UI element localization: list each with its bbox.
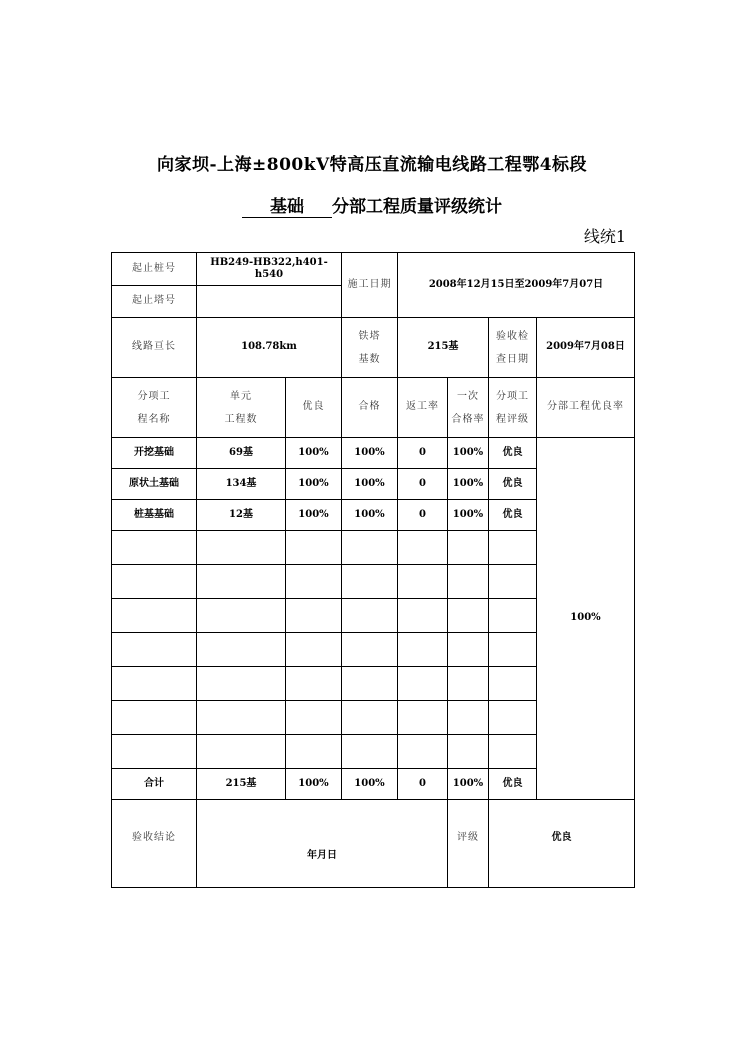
table-row xyxy=(112,438,635,469)
row-units: 12基 xyxy=(197,500,286,531)
row-name: 开挖基础 xyxy=(112,438,197,469)
total-qualified: 100% xyxy=(342,769,398,800)
info-row-pile xyxy=(112,253,635,286)
col-excellent: 优良 xyxy=(286,378,342,438)
acceptance-date-label-2: 查日期 xyxy=(496,353,529,365)
row-units: 69基 xyxy=(197,438,286,469)
row-first-pass: 100% xyxy=(448,469,489,500)
col-item-grade xyxy=(489,378,537,438)
row-units: 134基 xyxy=(197,469,286,500)
row-rework: 0 xyxy=(398,469,448,500)
acceptance-date-label-1: 验收检 xyxy=(496,330,529,342)
line-length-label: 线路亘长 xyxy=(112,318,197,378)
col-unit-count xyxy=(197,378,286,438)
row-excellent: 100% xyxy=(286,438,342,469)
row-qualified: 100% xyxy=(342,438,398,469)
start-pile-value: HB249-HB322,h401-h540 xyxy=(197,253,342,286)
row-first-pass: 100% xyxy=(448,438,489,469)
row-grade: 优良 xyxy=(489,469,537,500)
conclusion-label: 验收结论 xyxy=(112,800,197,888)
col-unit-count-2: 工程数 xyxy=(224,413,258,425)
info-row-length xyxy=(112,318,635,378)
tower-count-label-1: 铁塔 xyxy=(358,330,381,342)
col-qualified: 合格 xyxy=(342,378,398,438)
total-units: 215基 xyxy=(197,769,286,800)
col-first-pass xyxy=(448,378,489,438)
subtitle-rest: 分部工程质量评级统计 xyxy=(332,197,502,217)
rating-value: 优良 xyxy=(489,800,635,888)
row-grade: 优良 xyxy=(489,500,537,531)
row-rework: 0 xyxy=(398,500,448,531)
total-name: 合计 xyxy=(112,769,197,800)
row-qualified: 100% xyxy=(342,469,398,500)
col-unit-count-1: 单元 xyxy=(230,390,252,402)
col-item-name-2: 程名称 xyxy=(137,413,171,425)
construction-date-label: 施工日期 xyxy=(342,253,398,318)
conclusion-row xyxy=(112,800,635,888)
col-rework-rate: 返工率 xyxy=(398,378,448,438)
start-tower-value xyxy=(197,286,342,318)
col-item-name-1: 分项工 xyxy=(137,390,171,402)
start-pile-label: 起止桩号 xyxy=(112,253,197,286)
row-first-pass: 100% xyxy=(448,500,489,531)
construction-date-value: 2008年12月15日至2009年7月07日 xyxy=(398,253,635,318)
col-item-grade-2: 程评级 xyxy=(496,413,529,425)
row-name: 桩基基础 xyxy=(112,500,197,531)
subtitle-fill: 基础 xyxy=(242,192,332,218)
quality-rating-table xyxy=(111,252,635,888)
col-first-pass-2: 合格率 xyxy=(451,413,485,425)
document-subtitle xyxy=(0,192,744,218)
document-title: 向家坝-上海±800kV特高压直流输电线路工程鄂4标段 xyxy=(156,155,588,175)
row-excellent: 100% xyxy=(286,469,342,500)
acceptance-date-value: 2009年7月08日 xyxy=(537,318,635,378)
form-number: 线统1 xyxy=(583,227,626,246)
tower-count-label xyxy=(342,318,398,378)
col-item-name xyxy=(112,378,197,438)
col-item-grade-1: 分项工 xyxy=(496,390,529,402)
col-excellence-rate: 分部工程优良率 xyxy=(537,378,635,438)
start-tower-label: 起止塔号 xyxy=(112,286,197,318)
row-grade: 优良 xyxy=(489,438,537,469)
total-excellent: 100% xyxy=(286,769,342,800)
tower-count-label-2: 基数 xyxy=(358,353,381,365)
row-name: 原状土基础 xyxy=(112,469,197,500)
line-length-value: 108.78km xyxy=(197,318,342,378)
excellence-rate-value: 100% xyxy=(537,438,635,800)
col-first-pass-1: 一次 xyxy=(457,390,479,402)
conclusion-date: 年月日 xyxy=(197,800,448,888)
total-rework: 0 xyxy=(398,769,448,800)
row-qualified: 100% xyxy=(342,500,398,531)
column-header-row xyxy=(112,378,635,438)
total-first-pass: 100% xyxy=(448,769,489,800)
rating-label: 评级 xyxy=(448,800,489,888)
acceptance-date-label xyxy=(489,318,537,378)
total-grade: 优良 xyxy=(489,769,537,800)
row-rework: 0 xyxy=(398,438,448,469)
tower-count-value: 215基 xyxy=(398,318,489,378)
row-excellent: 100% xyxy=(286,500,342,531)
